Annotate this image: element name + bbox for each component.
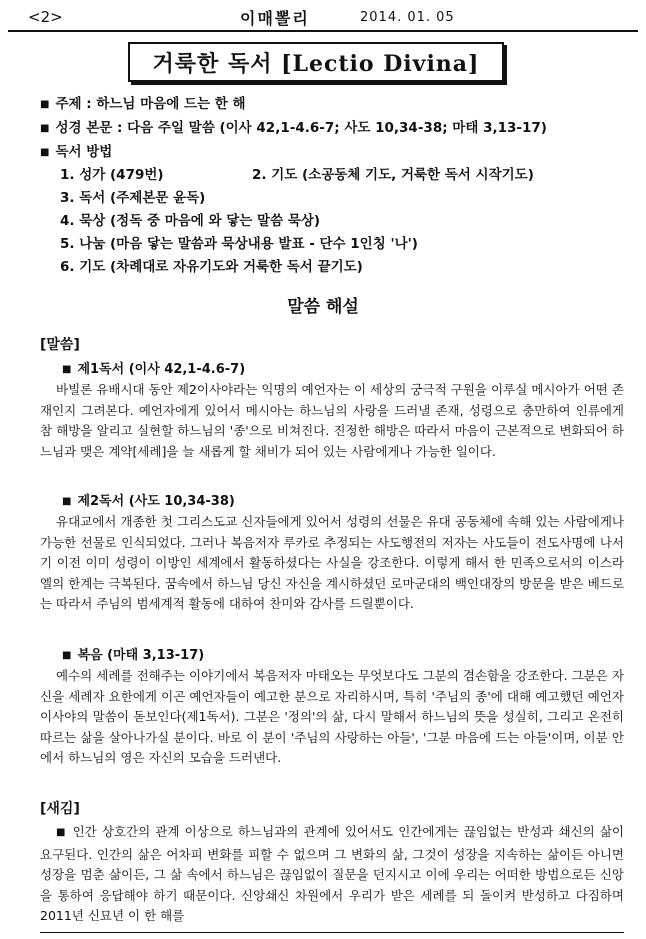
gospel-body: 예수의 세례를 전해주는 이야기에서 복음저자 마태오는 무엇보다도 그분의 겸손함을 강조한다. 그분은 자신을 세례자 요한에게 이곤 예언자들이 예고한 분으로 자리하시며, 특히 '주님의 종'에 대해 예고했던 예언자 이사야의 말씀이 돋보인다(제1독서). 그분은 '정의'의 삶, 다시 말해서 하느님의 뜻을 성실히, 그리고 온전히 따르는 삶을 살아나가실 분이다. 바로 이 분이 '주님의 사랑하는 아들', '그분 마음에 드는 아들'이며, 이분 안에서 하느님의 영은 자신의 모습을 드러낸다.: [40, 668, 624, 765]
reading-2-heading: ■ 제2독서 (사도 10,34-38): [62, 490, 235, 509]
commentary-title: 말씀 해설: [287, 297, 359, 317]
reflection-section-label: [새김]: [40, 801, 80, 817]
newsletter-name: 이매뽈리: [240, 9, 310, 28]
theme-line: [40, 92, 246, 112]
readings-text: 성경 본문 : 다음 주일 말씀 (이사 42,1-4.6-7; 사도 10,34-38; 마태 3,13-17): [55, 120, 547, 136]
readings-line: [40, 116, 547, 136]
step-6: 6. 기도 (차례대로 자유기도와 거룩한 독서 끝기도): [60, 259, 363, 275]
step-3: 3. 독서 (주제본문 윤독): [60, 190, 206, 206]
method-line: [40, 140, 112, 160]
reflection-body: ■ 인간 상호간의 관계 이상으로 하느님과의 관계에 있어서도 인간에게는 끊임없는 반성과 쇄신의 삶이 요구된다. 인간의 삶은 어차피 변화를 피할 수 없으며 그 변화의 삶, 그것이 성장을 지속하는 삶이든 아니면 성장을 멈춘 삶이든, 그 삶 속에서 하느님은 끊임없이 질문을 던지시고 이에 우리는 어떠한 방법으로든 신앙을 통하여 응답해야 하기 때문이다. 신앙쇄신 차원에서 우리가 받은 세례를 되 돌이켜 반성하고 다짐하며 2011년 신묘년 이 한 해를: [40, 822, 624, 927]
step-4: 4. 묵상 (정독 중 마음에 와 닿는 말씀 묵상): [60, 213, 321, 229]
page-number: <2>: [28, 8, 63, 26]
step-1: 1. 성가 (479번): [60, 167, 164, 183]
reading-1-heading: ■ 제1독서 (이사 42,1-4.6-7): [62, 358, 245, 377]
step-5: 5. 나눔 (마음 닿는 말씀과 묵상내용 발표 - 단수 1인칭 '나'): [60, 236, 418, 252]
bottom-divider: [40, 932, 624, 933]
step-2: 2. 기도 (소공동체 기도, 거룩한 독서 시작기도): [252, 167, 534, 183]
theme-text: 주제 : 하느님 마음에 드는 한 해: [55, 96, 246, 112]
reading-1-body: 바빌론 유배시대 동안 제2이사야라는 익명의 예언자는 이 세상의 궁극적 구원을 이루실 메시아가 어떤 존재인지 그려본다. 예언자에게 있어서 메시아는 하느님의 사랑을 드러낼 존재, 성령으로 충만하여 인류에게 참 해방을 알리고 실현할 하느님의 '종'으로 비쳐진다. 진정한 해방은 따라서 마음이 근본적으로 변화되어 하느님과 맺은 계약[세례]을 늘 새롭게 할 채비가 되어 있는 사람에게나 가능한 일이다.: [40, 382, 624, 459]
gospel-heading: ■ 복음 (마태 3,13-17): [62, 644, 204, 663]
page-header: [8, 6, 638, 28]
word-section-label: [말씀]: [40, 337, 80, 353]
reading-2-body: 유대교에서 개종한 첫 그리스도교 신자들에게 있어서 성령의 선물은 유대 공동체에 속해 있는 사람에게나 가능한 선물로 인식되었다. 그러나 복음저자 루카로 추정되는 사도행전의 저자는 사도들이 전도사명에 나서기 이전 이미 성령이 이방인 세계에서 활동하셨다는 사실을 강조한다. 이렇게 해서 한 민족으로서의 이스라엘의 한계는 극복된다. 꿈속에서 하느님 당신 자신을 계시하셨던 로마군대의 백인대장의 방문을 받은 베드로는 따라서 주님의 범세계적 활동에 대하여 찬미와 감사를 드릴뿐이다.: [40, 514, 624, 611]
header-divider: [8, 30, 638, 32]
title-box: [128, 42, 504, 82]
page-title: 거룩한 독서 [Lectio Divina]: [152, 50, 480, 77]
method-label: 독서 방법: [55, 144, 113, 160]
issue-date: 2014. 01. 05: [360, 10, 455, 25]
